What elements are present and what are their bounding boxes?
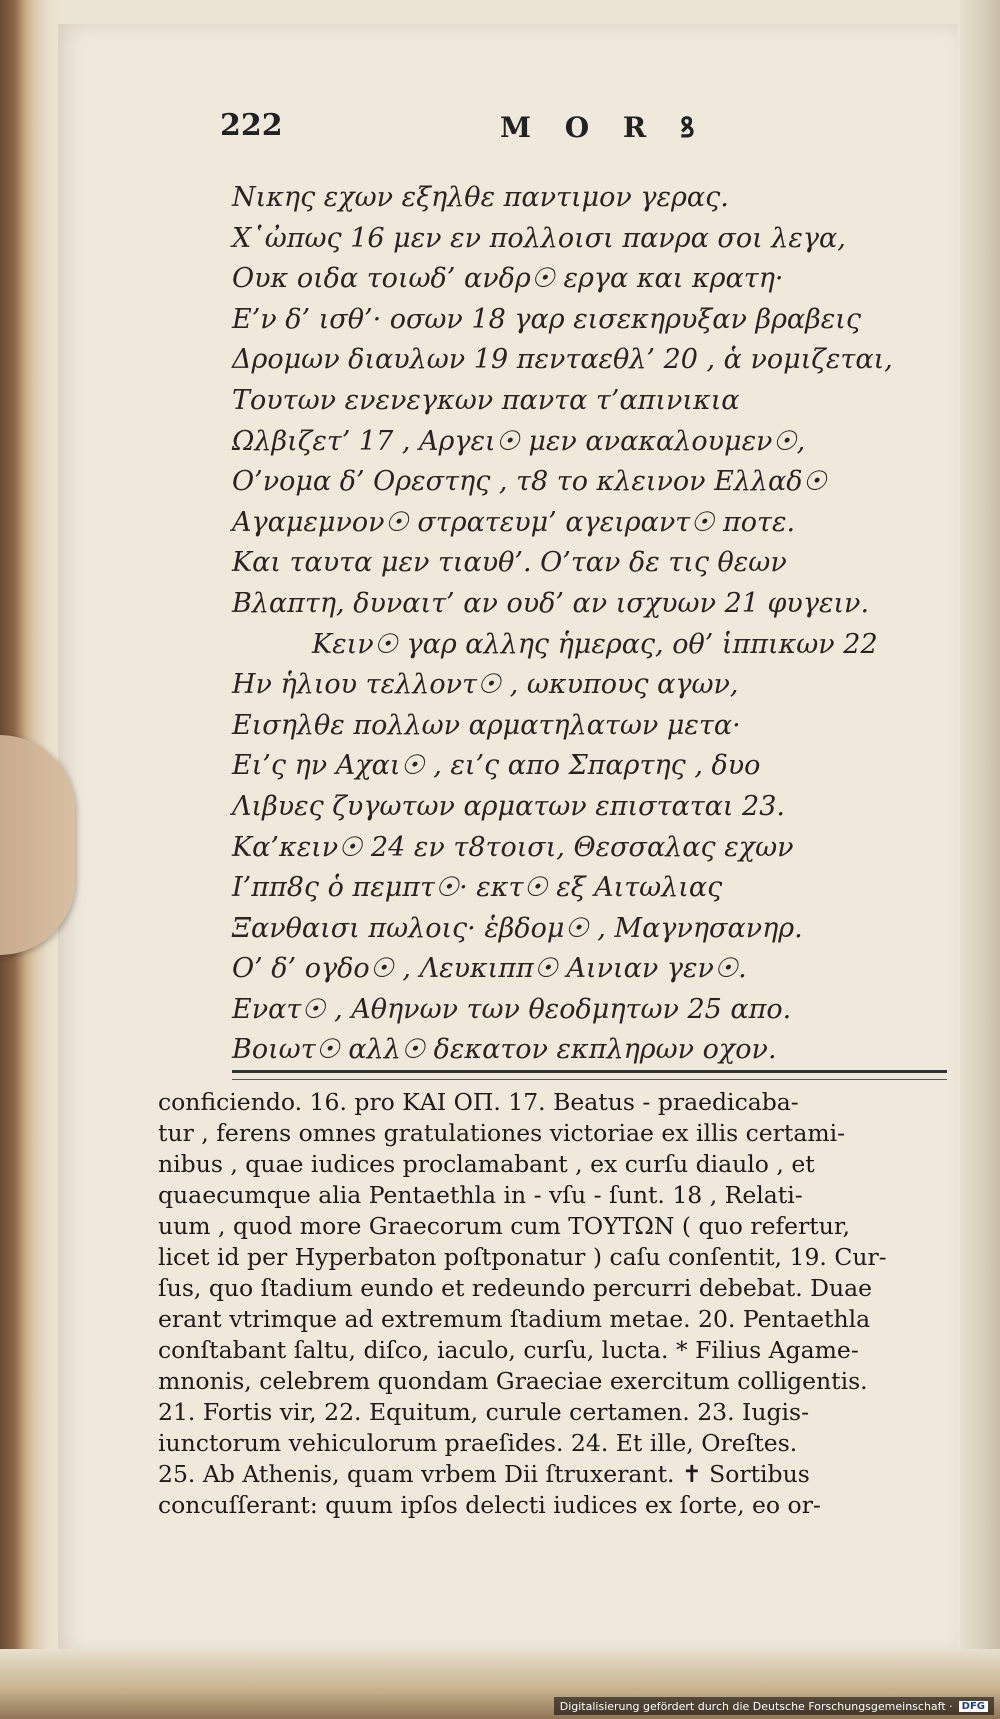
footnote-divider (232, 1070, 947, 1080)
verse-line: Ι’ππ8ς ὁ πεμπτ☉· εκτ☉ εξ Αιτωλιας (232, 872, 723, 904)
verse-line: Ην ἡλιου τελλοντ☉ , ωκυπους αγων, (232, 669, 739, 701)
running-head: M O R ꝸ (500, 111, 707, 144)
credit-text: Digitalisierung gefördert durch die Deutsche Forschungsgemeinschaft · (559, 1699, 953, 1713)
verse-line: Βοιωτ☉ αλλ☉ δεκατον εκπληρων οχον. (232, 1034, 777, 1066)
verse-line: Κειν☉ γαρ αλλης ἡμερας, οθ’ ἱππικων 22 (312, 628, 878, 660)
verse-line: Κα’κειν☉ 24 εν τ8τοισι, Θεσσαλας εχων (232, 831, 794, 863)
note-line: ſus, quo ſtadium eundo et redeundo percurri debebat. Duae (158, 1274, 873, 1302)
note-line: mnonis, celebrem quondam Graeciae exercitum colligentis. (158, 1367, 868, 1395)
verse-line: Ο’ δ’ ογδο☉ , Λευκιππ☉ Αινιαν γεν☉. (232, 953, 747, 985)
note-line: uum , quod more Graecorum cum ΤΟΥΤΩΝ ( quo refertur, (158, 1212, 851, 1240)
verse-line: Λιβυες ζυγωτων αρματων επισταται 23. (232, 790, 785, 822)
note-line: 25. Ab Athenis, quam vrbem Dii ſtruxerant. ✝ Sortibus (158, 1460, 810, 1488)
verse-line: Χ῾ὠπως 16 μεν εν πολλοισι πανρα σοι λεγα, (232, 222, 846, 254)
note-line: concuſſerant: quum ipſos delecti iudices ex ſorte, eo or- (158, 1491, 821, 1519)
verse-line: Ε’ν δ’ ισθ’· οσων 18 γαρ εισεκηρυξαν βραβεις (232, 303, 861, 335)
verse-line: Ο’νομα δ’ Ορεστης , τ8 το κλεινον Ελλαδ☉ (232, 466, 827, 498)
verse-line: Ξανθαισι πωλοις· ἑβδομ☉ , Μαγνησανηρ. (232, 912, 803, 944)
verse-line: Βλαπτη, δυναιτ’ αν ουδ’ αν ισχυων 21 φυγειν. (232, 587, 870, 619)
verse-line: Δρομων διαυλων 19 πενταεθλ’ 20 , ἁ νομιζεται, (232, 344, 893, 376)
verse-line: Αγαμεμνον☉ στρατευμ’ αγειραντ☉ ποτε. (232, 506, 796, 538)
verse-line: Τουτων ενενεγκων παντα τ’απινικια (232, 384, 740, 416)
note-line: quaecumque alia Pentaethla in - vſu - ſunt. 18 , Relati- (158, 1181, 803, 1209)
verse-line: Νικης εχων εξηλθε παντιμον γερας. (232, 182, 729, 213)
page-edge (960, 0, 1000, 1719)
page-header (220, 108, 920, 154)
note-line: tur , ferens omnes gratulationes victoriae ex illis certami- (158, 1119, 846, 1147)
note-line: nibus , quae iudices proclamabant , ex curſu diaulo , et (158, 1150, 815, 1178)
verse-line: Ει’ς ην Αχαι☉ , ει’ς απο Σπαρτης , δυο (232, 750, 761, 782)
note-line: licet id per Hyperbaton poſtponatur ) caſu conſentit, 19. Cur- (158, 1243, 887, 1271)
verse-line: Εισηλθε πολλων αρματηλατων μετα· (232, 709, 741, 741)
note-line: conficiendo. 16. pro ΚΑΙ ΟΠ. 17. Beatus - praedicaba- (158, 1088, 799, 1116)
page-number: 222 (220, 108, 283, 143)
note-line: 21. Fortis vir, 22. Equitum, curule certamen. 23. Iugis- (158, 1398, 810, 1426)
greek-verse-block (232, 178, 952, 1071)
note-line: erant vtrimque ad extremum ſtadium metae. 20. Pentaethla (158, 1305, 871, 1333)
verse-line: Ουκ οιδα τοιωδ’ ανδρ☉ εργα και κρατη· (232, 263, 784, 295)
dfg-logo-icon: DFG (959, 1701, 988, 1712)
digitization-credit (554, 1697, 994, 1715)
note-line: conſtabant ſaltu, diſco, iaculo, curſu, lucta. * Filius Agame- (158, 1336, 859, 1364)
verse-line: Και ταυτα μεν τιαυθ’. Ο’ταν δε τις θεων (232, 547, 787, 579)
note-line: iunctorum vehiculorum praeſides. 24. Et ille, Oreſtes. (158, 1429, 798, 1457)
verse-line: Ενατ☉ , Αθηνων των θεοδμητων 25 απο. (232, 993, 792, 1025)
latin-notes-block (158, 1087, 958, 1521)
verse-line: Ωλβιζετ’ 17 , Αργει☉ μεν ανακαλουμεν☉, (232, 425, 806, 457)
